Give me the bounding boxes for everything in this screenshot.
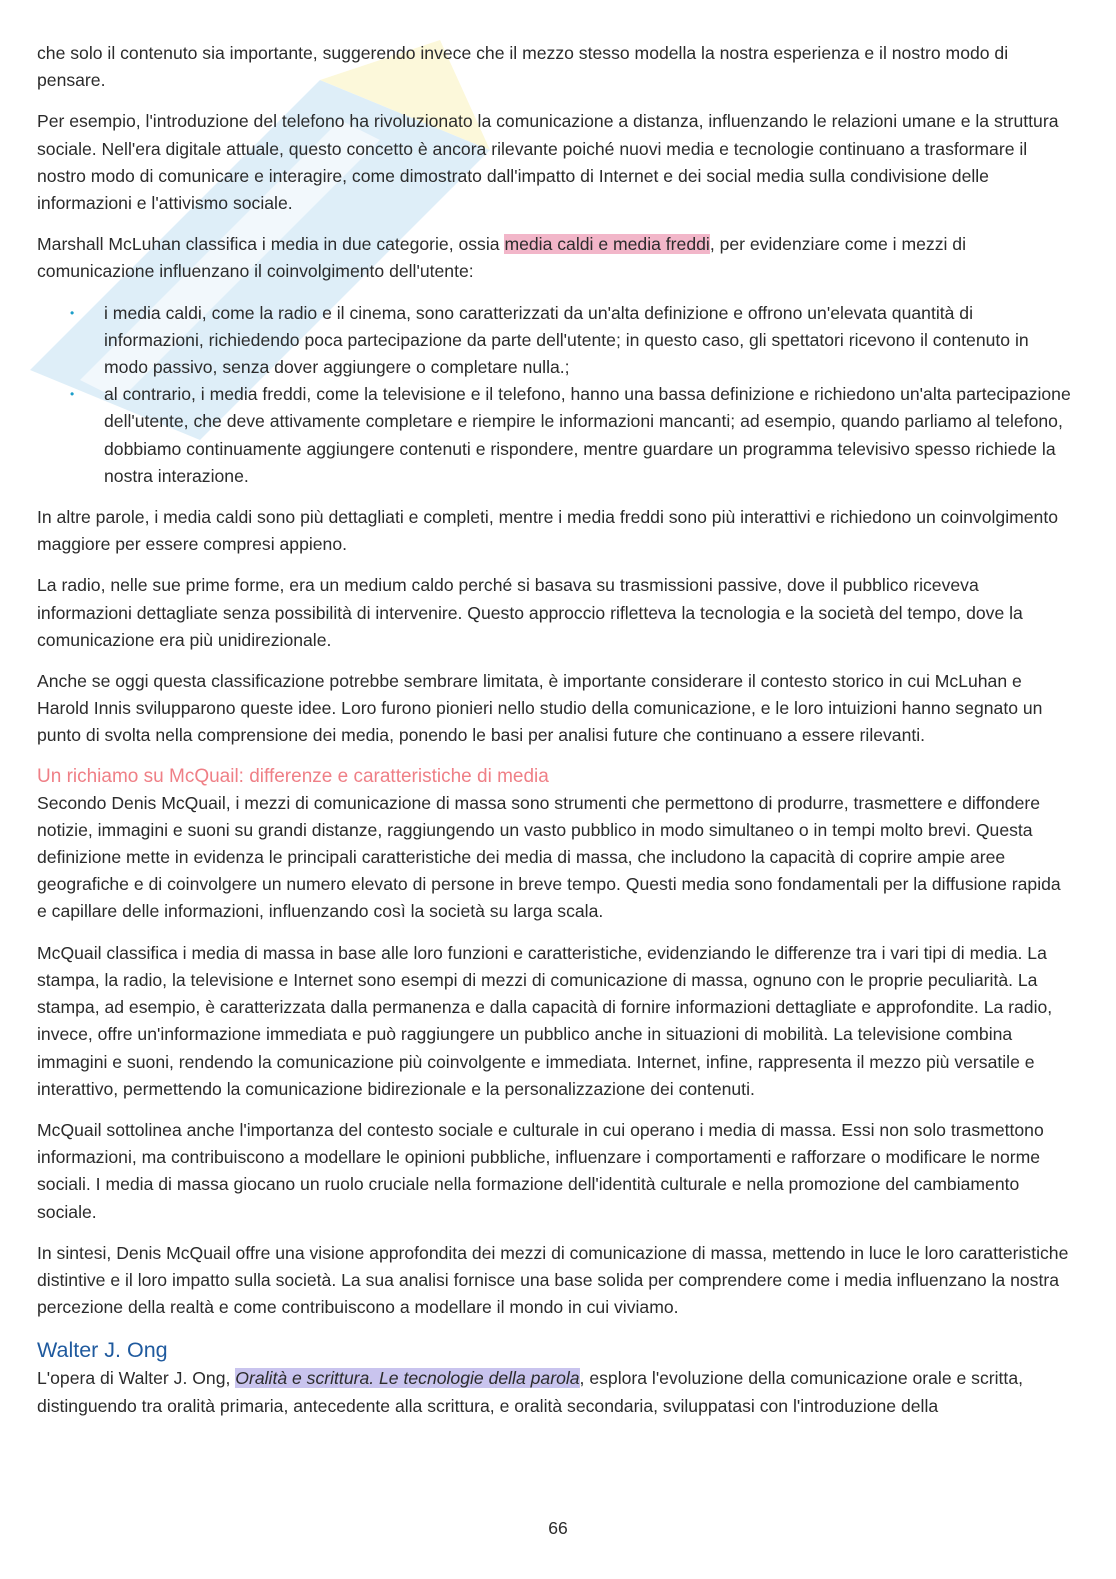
bullet-icon: • — [70, 305, 75, 320]
paragraph: McQuail sottolinea anche l'importanza del contesto sociale e culturale in cui operano i media di massa. Essi non solo trasmettono informazioni, ma contribuiscono a modellare le opinioni pubbliche, influenzare i comportamenti e rafforzare o modificare le norme sociali. I media di massa giocano un ruolo cruciale nella formazione dell'identità culturale e nella promozione del cambiamento sociale. — [37, 1119, 1044, 1222]
paragraph: Secondo Denis McQuail, i mezzi di comunicazione di massa sono strumenti che permettono di produrre, trasmettere e diffondere notizie, immagini e suoni su grandi distanze, raggiungendo un vasto pubblico in modo simultaneo o in tempi molto brevi. Questa definizione mette in evidenza le principali caratteristiche dei media di massa, che includono la capacità di coprire ampie aree geografiche e di coinvolgere un numero elevato di persone in breve tempo. Questi media sono fondamentali per la diffusione rapida e capillare delle informazioni, influenzando così la società su larga scala. — [37, 792, 1061, 922]
paragraph — [37, 231, 1073, 285]
page-number: 66 — [548, 1518, 568, 1538]
section-heading-ong: Walter J. Ong — [37, 1338, 168, 1363]
paragraph: che solo il contenuto sia importante, suggerendo invece che il mezzo stesso modella la nostra esperienza e il nostro modo di pensare. — [37, 43, 1009, 91]
text-run: , esplora l'evoluzione della comunicazione orale e scritta, distinguendo tra oralità primaria, antecedente alla scrittura, e oralità secondaria, sviluppatasi con l'introduzione della — [37, 1368, 1023, 1416]
paragraph: Per esempio, l'introduzione del telefono ha rivoluzionato la comunicazione a distanza, influenzando le relazioni umane e la struttura sociale. Nell'era digitale attuale, questo concetto è ancora rilevante poiché nuovi media e tecnologie continuano a trasformare il nostro modo di comunicare e interagire, come dimostrato dall'impatto di Internet e dei social media sulla condivisione delle informazioni e l'attivismo sociale. — [37, 111, 1059, 214]
text-run: Marshall McLuhan classifica i media in due categorie, ossia — [37, 234, 505, 255]
text-run: , per evidenziare come i mezzi di comunicazione influenzano il coinvolgimento dell'utente: — [37, 234, 967, 282]
document-page — [37, 40, 1073, 1434]
text-run: L'opera di Walter J. Ong, — [37, 1368, 236, 1389]
list-item — [37, 300, 1073, 382]
list-item-text: i media caldi, come la radio e il cinema, sono caratterizzati da un'alta definizione e offrono un'elevata quantità di informazioni, richiedendo poca partecipazione da parte dell'utente; in questo caso, gli spettatori ricevono il contenuto in modo passivo, senza dover aggiungere o completare nulla.; — [104, 302, 1029, 378]
subheading-mcquail: Un richiamo su McQuail: differenze e caratteristiche di media — [37, 765, 549, 787]
list-item-text: al contrario, i media freddi, come la televisione e il telefono, hanno una bassa definizione e richiedono un'alta partecipazione dell'utente, che deve attivamente completare e riempire le informazioni mancanti; ad esempio, quando parliamo al telefono, dobbiamo continuamente aggiungere contenuti e rispondere, mentre guardare un programma televisivo spesso richiede la nostra interazione. — [104, 384, 1071, 486]
paragraph: La radio, nelle sue prime forme, era un medium caldo perché si basava su trasmissioni passive, dove il pubblico riceveva informazioni dettagliate senza possibilità di intervenire. Questo approccio rifletteva la tecnologia e la società del tempo, dove la comunicazione era più unidirezionale. — [37, 575, 1023, 650]
paragraph: In sintesi, Denis McQuail offre una visione approfondita dei mezzi di comunicazione di massa, mettendo in luce le loro caratteristiche distintive e il loro impatto sulla società. La sua analisi fornisce una base solida per comprendere come i media influenzano la nostra percezione della realtà e come contribuiscono a modellare il mondo in cui viviamo. — [37, 1242, 1069, 1318]
highlight-book-title: Oralità e scrittura. Le tecnologie della parola — [235, 1368, 580, 1389]
paragraph — [37, 1365, 1073, 1419]
paragraph: Anche se oggi questa classificazione potrebbe sembrare limitata, è importante considerare il contesto storico in cui McLuhan e Harold Innis svilupparono queste idee. Loro furono pionieri nello studio della comunicazione, e le loro intuizioni hanno segnato un punto di svolta nella comprensione dei media, ponendo le basi per analisi future che continuano a essere rilevanti. — [37, 671, 1043, 746]
highlight-media-caldi-freddi: media caldi e media freddi — [504, 234, 710, 255]
bullet-icon: • — [70, 387, 75, 402]
paragraph: McQuail classifica i media di massa in base alle loro funzioni e caratteristiche, evidenziando le differenze tra i vari tipi di media. La stampa, la radio, la televisione e Internet sono esempi di mezzi di comunicazione di massa, ognuno con le proprie peculiarità. La stampa, ad esempio, è caratterizzata dalla permanenza e dalla capacità di fornire informazioni dettagliate e approfondite. La radio, invece, offre un'informazione immediata e può raggiungere un pubblico anche in situazioni di mobilità. La televisione combina immagini e suoni, rendendo la comunicazione più coinvolgente e immediata. Internet, infine, rappresenta il mezzo più versatile e interattivo, permettendo la comunicazione bidirezionale e la personalizzazione dei contenuti. — [37, 942, 1053, 1099]
bullet-list — [37, 300, 1073, 490]
list-item — [37, 381, 1073, 490]
paragraph: In altre parole, i media caldi sono più dettagliati e completi, mentre i media freddi sono più interattivi e richiedono un coinvolgimento maggiore per essere compresi appieno. — [37, 507, 1059, 555]
